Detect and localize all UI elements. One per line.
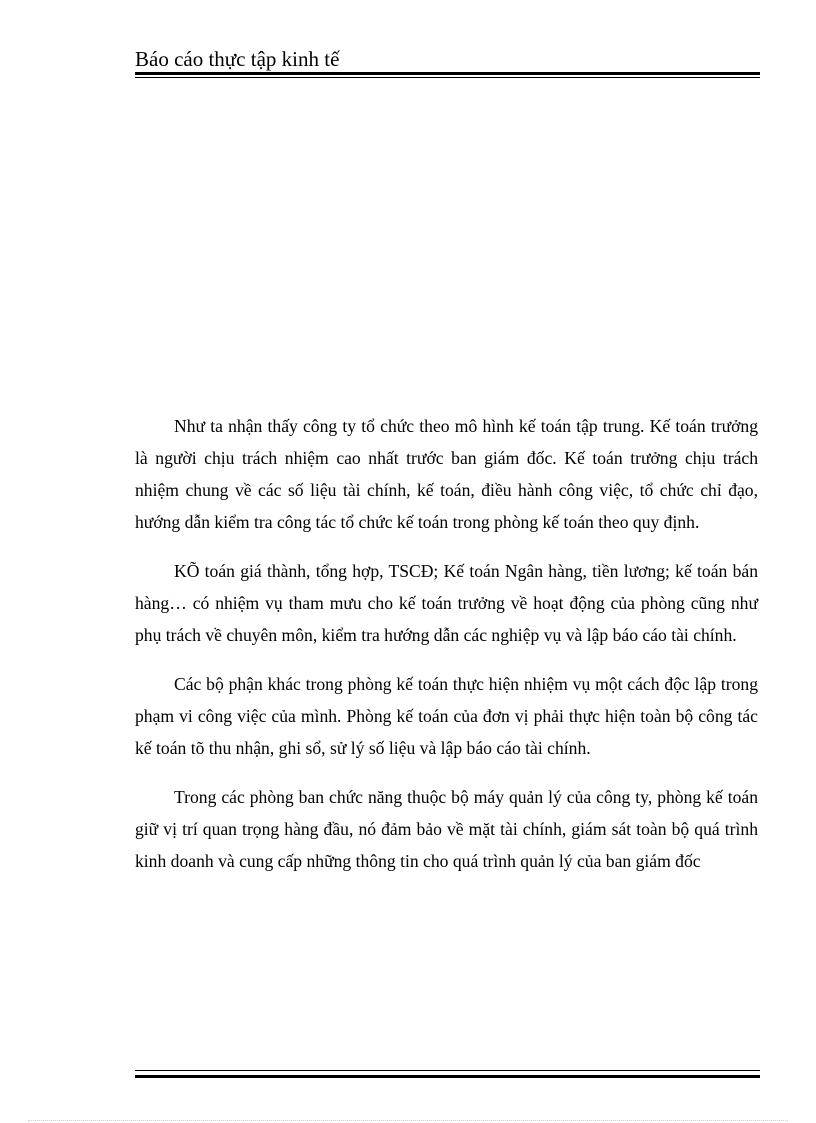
header-rule-thick xyxy=(135,72,760,75)
paragraph-1: Như ta nhận thấy công ty tổ chức theo mô hình kế toán tập trung. Kế toán trưởng là người chịu trách nhiệm cao nhất trước ban giám đốc. Kế toán trưởng chịu trách nhiệm chung về các số liệu tài chính, kế toán, điều hành công việc, tổ chức chỉ đạo, hướng dẫn kiểm tra công tác tổ chức kế toán trong phòng kế toán theo quy định. xyxy=(135,416,758,532)
footer-rule-thin xyxy=(135,1070,760,1071)
footer-rule-thick xyxy=(135,1075,760,1078)
document-body xyxy=(135,410,758,894)
paragraph-2: KÕ toán giá thành, tổng hợp, TSCĐ; Kế toán Ngân hàng, tiền lương; kế toán bán hàng… có nhiệm vụ tham mưu cho kế toán trưởng về hoạt động của phòng cũng như phụ trách về chuyên môn, kiểm tra hướng dẫn các nghiệp vụ và lập báo cáo tài chính. xyxy=(135,561,758,645)
page-bottom-edge xyxy=(28,1120,788,1121)
paragraph-4: Trong các phòng ban chức năng thuộc bộ máy quản lý của công ty, phòng kế toán giữ vị trí quan trọng hàng đầu, nó đảm bảo về mặt tài chính, giám sát toàn bộ quá trình kinh doanh và cung cấp những thông tin cho quá trình quản lý của ban giám đốc xyxy=(135,787,758,871)
header-rule-thin xyxy=(135,77,760,78)
header-title: Báo cáo thực tập kinh tế xyxy=(135,47,340,71)
paragraph-3: Các bộ phận khác trong phòng kế toán thực hiện nhiệm vụ một cách độc lập trong phạm vi công việc của mình. Phòng kế toán của đơn vị phải thực hiện toàn bộ công tác kế toán tõ thu nhận, ghi sổ, sử lý số liệu và lập báo cáo tài chính. xyxy=(135,674,758,758)
